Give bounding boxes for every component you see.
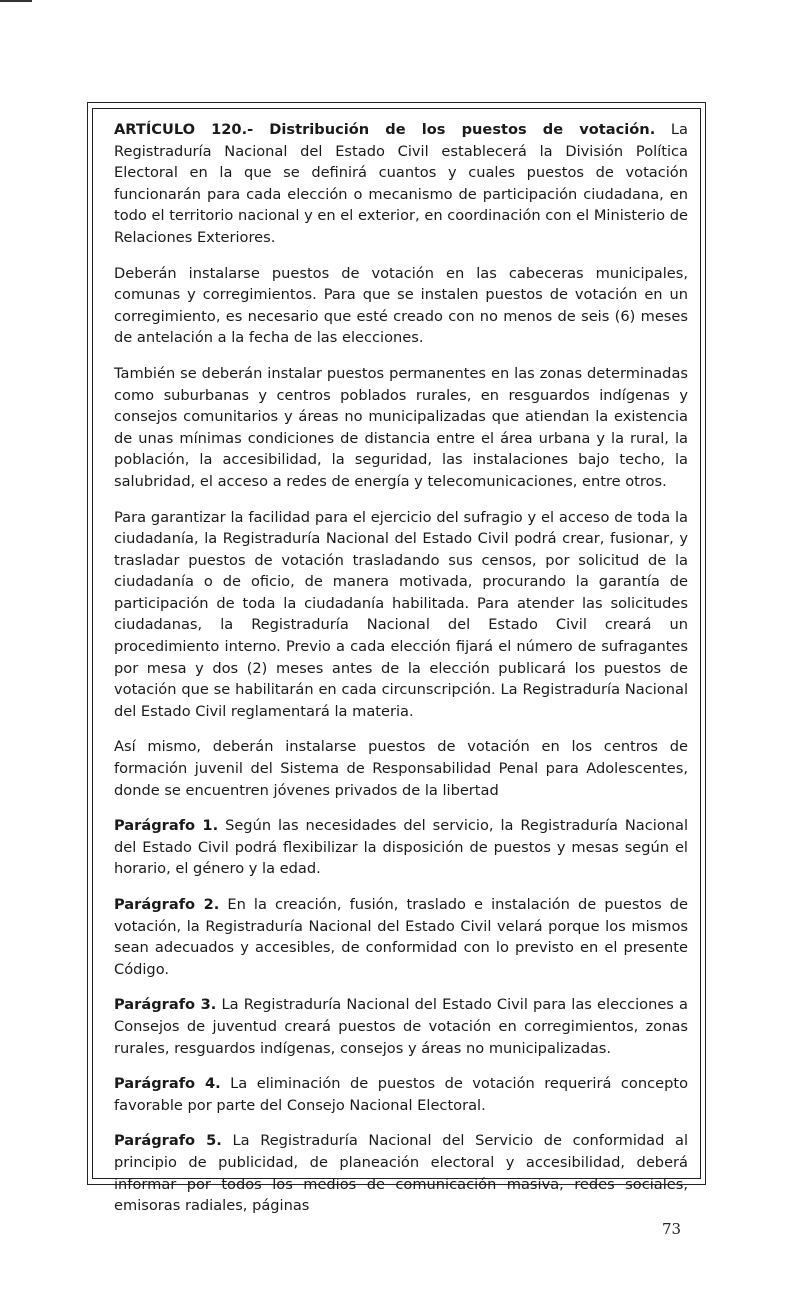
paragrafo-1: [114, 815, 688, 880]
paragrafo-2: [114, 894, 688, 980]
body-paragraph: Deberán instalarse puestos de votación en las cabeceras municipales, comunas y corregimientos. Para que se instalen puestos de votación en un corregimiento, es necesario que esté creado con no menos de seis (6) meses de antelación a la fecha de las elecciones.: [114, 264, 688, 347]
paragrafo-5: [114, 1130, 688, 1216]
scan-mark: [0, 0, 32, 2]
paragrafo-text: Según las necesidades del servicio, la Registraduría Nacional del Estado Civil podrá flexibilizar la disposición de puestos y mesas según el horario, el género y la edad.: [114, 817, 689, 878]
article-heading: ARTÍCULO 120.- Distribución de los puestos de votación.: [114, 121, 656, 138]
paragrafo-label: Parágrafo 3.: [114, 996, 217, 1014]
paragrafo-label: Parágrafo 5.: [114, 1132, 222, 1150]
paragrafo-text: La Registraduría Nacional del Servicio de conformidad al principio de publicidad, de planeación electoral y accesibilidad, deberá informar por todos los medios de comunicación masiva, redes sociales, emisoras radiales, páginas: [114, 1132, 689, 1215]
paragrafo-text: En la creación, fusión, traslado e instalación de puestos de votación, la Registraduría Nacional del Estado Civil velará porque los mismos sean adecuados y accesibles, de conformidad con lo previsto en el presente Código.: [114, 896, 688, 978]
article-content: [114, 119, 688, 1231]
paragrafo-3: [114, 994, 688, 1059]
paragrafo-text: La Registraduría Nacional del Estado Civil para las elecciones a Consejos de juventud creará puestos de votación en corregimientos, zonas rurales, resguardos indígenas, consejos y áreas no municipalizadas.: [114, 996, 688, 1057]
paragrafo-4: [114, 1073, 688, 1116]
paragrafo-text: La eliminación de puestos de votación requerirá concepto favorable por parte del Consejo Nacional Electoral.: [114, 1075, 689, 1114]
body-paragraph: Así mismo, deberán instalarse puestos de votación en los centros de formación juvenil del Sistema de Responsabilidad Penal para Adolescentes, donde se encuentren jóvenes privados de la libertad: [114, 738, 688, 799]
paragrafo-label: Parágrafo 2.: [114, 896, 220, 913]
paragrafo-label: Parágrafo 4.: [114, 1075, 221, 1093]
article-intro-text: La Registraduría Nacional del Estado Civil establecerá la División Política Electoral en la que se definirá cuantos y cuales puestos de votación funcionarán para cada elección o mecanismo de participación ciudadana, en todo el territorio nacional y en el exterior, en coordinación con el Ministerio de Relaciones Exteriores.: [114, 121, 688, 246]
paragrafo-label: Parágrafo 1.: [114, 817, 219, 835]
article-intro-paragraph: [114, 119, 688, 249]
body-paragraph: También se deberán instalar puestos permanentes en las zonas determinadas como suburbanas y centros poblados rurales, en resguardos indígenas y consejos comunitarios y áreas no municipalizadas que atiendan la existencia de unas mínimas condiciones de distancia entre el área urbana y la rural, la población, la accesibilidad, la seguridad, las instalaciones bajo techo, la salubridad, el acceso a redes de energía y telecomunicaciones, entre otros.: [114, 364, 688, 490]
body-paragraph: Para garantizar la facilidad para el ejercicio del sufragio y el acceso de toda la ciudadanía, la Registraduría Nacional del Estado Civil podrá crear, fusionar, y trasladar puestos de votación trasladando sus censos, por solicitud de la ciudadanía o de oficio, de manera motivada, procurando la garantía de participación de toda la ciudadanía habilitada. Para atender las solicitudes ciudadanas, la Registraduría Nacional del Estado Civil creará un procedimiento interno. Previo a cada elección fijará el número de sufragantes por mesa y dos (2) meses antes de la elección publicará los puestos de votación que se habilitarán en cada circunscripción. La Registraduría Nacional del Estado Civil reglamentará la materia.: [114, 508, 688, 720]
page-number: 73: [662, 1220, 682, 1238]
